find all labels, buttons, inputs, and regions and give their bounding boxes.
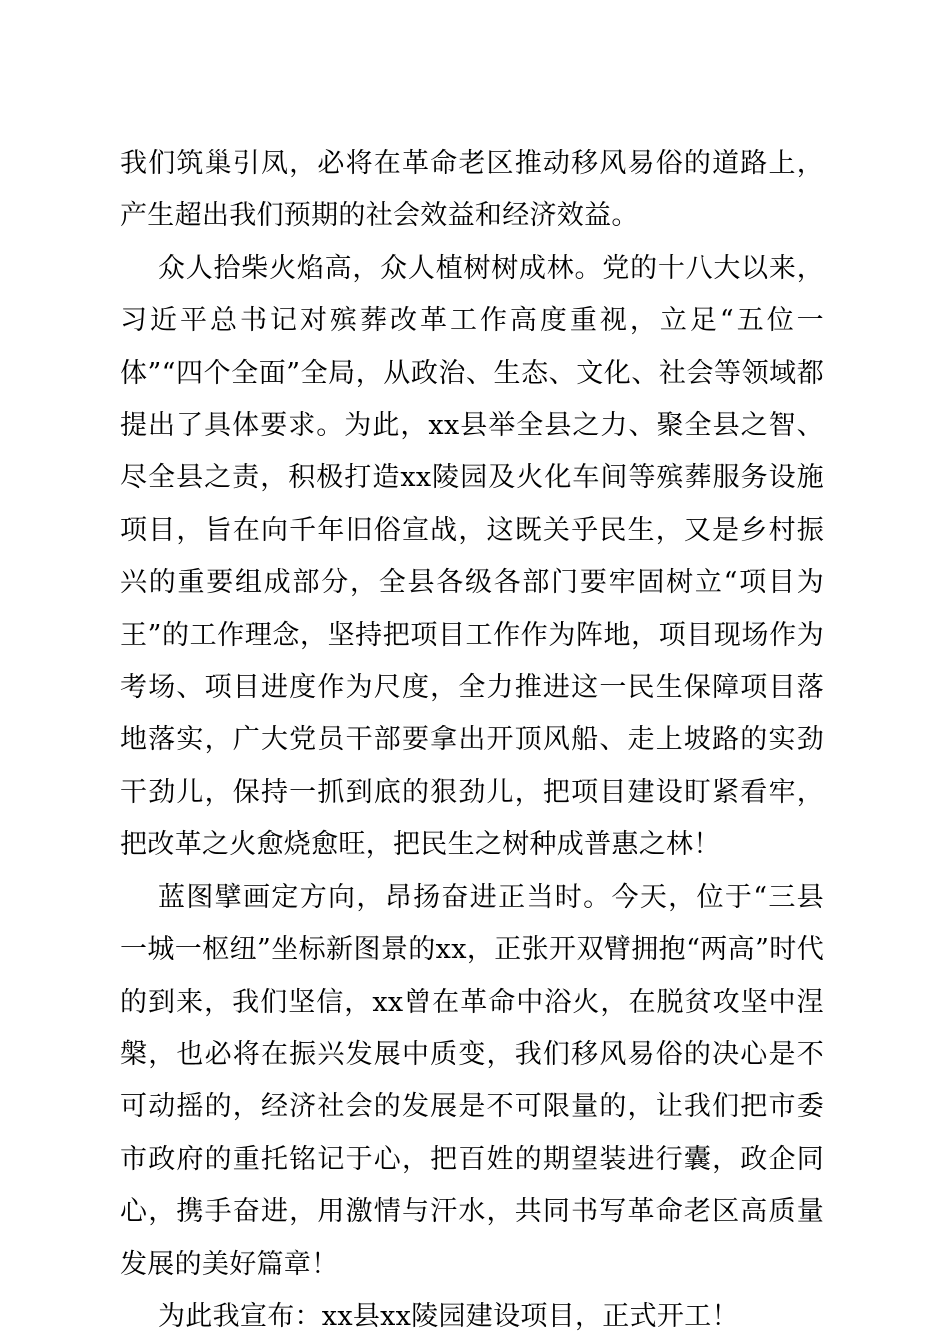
document-body [120, 138, 824, 1343]
paragraph-announcement: 为此我宣布：xx县xx陵园建设项目，正式开工！ [158, 1300, 739, 1332]
paragraph-project-mobilization: 众人拾柴火焰高，众人植树树成林。党的十八大以来，习近平总书记对殡葬改革工作高度重视，立足“五位一体”“四个全面”全局，从政治、生态、文化、社会等领域都提出了具体要求。为此，xx县举全县之力、聚全县之智、尽全县之责，积极打造xx陵园及火化车间等殡葬服务设施项目，旨在向千年旧俗宣战，这既关乎民生，又是乡村振兴的重要组成部分，全县各级各部门要牢固树立“项目为王”的工作理念，坚持把项目工作作为阵地，项目现场作为考场、项目进度作为尺度，全力推进这一民生保障项目落地落实，广大党员干部要拿出开顶风船、走上坡路的实劲干劲儿，保持一抓到底的狠劲儿，把项目建设盯紧看牢，把改革之火愈烧愈旺，把民生之树种成普惠之林！ [120, 252, 824, 861]
paragraph-vision: 蓝图擘画定方向，昂扬奋进正当时。今天，位于“三县一城一枢纽”坐标新图景的xx，正张开双臂拥抱“两高”时代的到来，我们坚信，xx曾在革命中浴火，在脱贫攻坚中涅槃，也必将在振兴发展中质变，我们移风易俗的决心是不可动摇的，经济社会的发展是不可限量的，让我们把市委市政府的重托铭记于心，把百姓的期望装进行囊，政企同心，携手奋进，用激情与汗水，共同书写革命老区高质量发展的美好篇章！ [120, 881, 824, 1280]
paragraph-continuation: 我们筑巢引凤，必将在革命老区推动移风易俗的道路上，产生超出我们预期的社会效益和经济效益。 [120, 148, 824, 232]
